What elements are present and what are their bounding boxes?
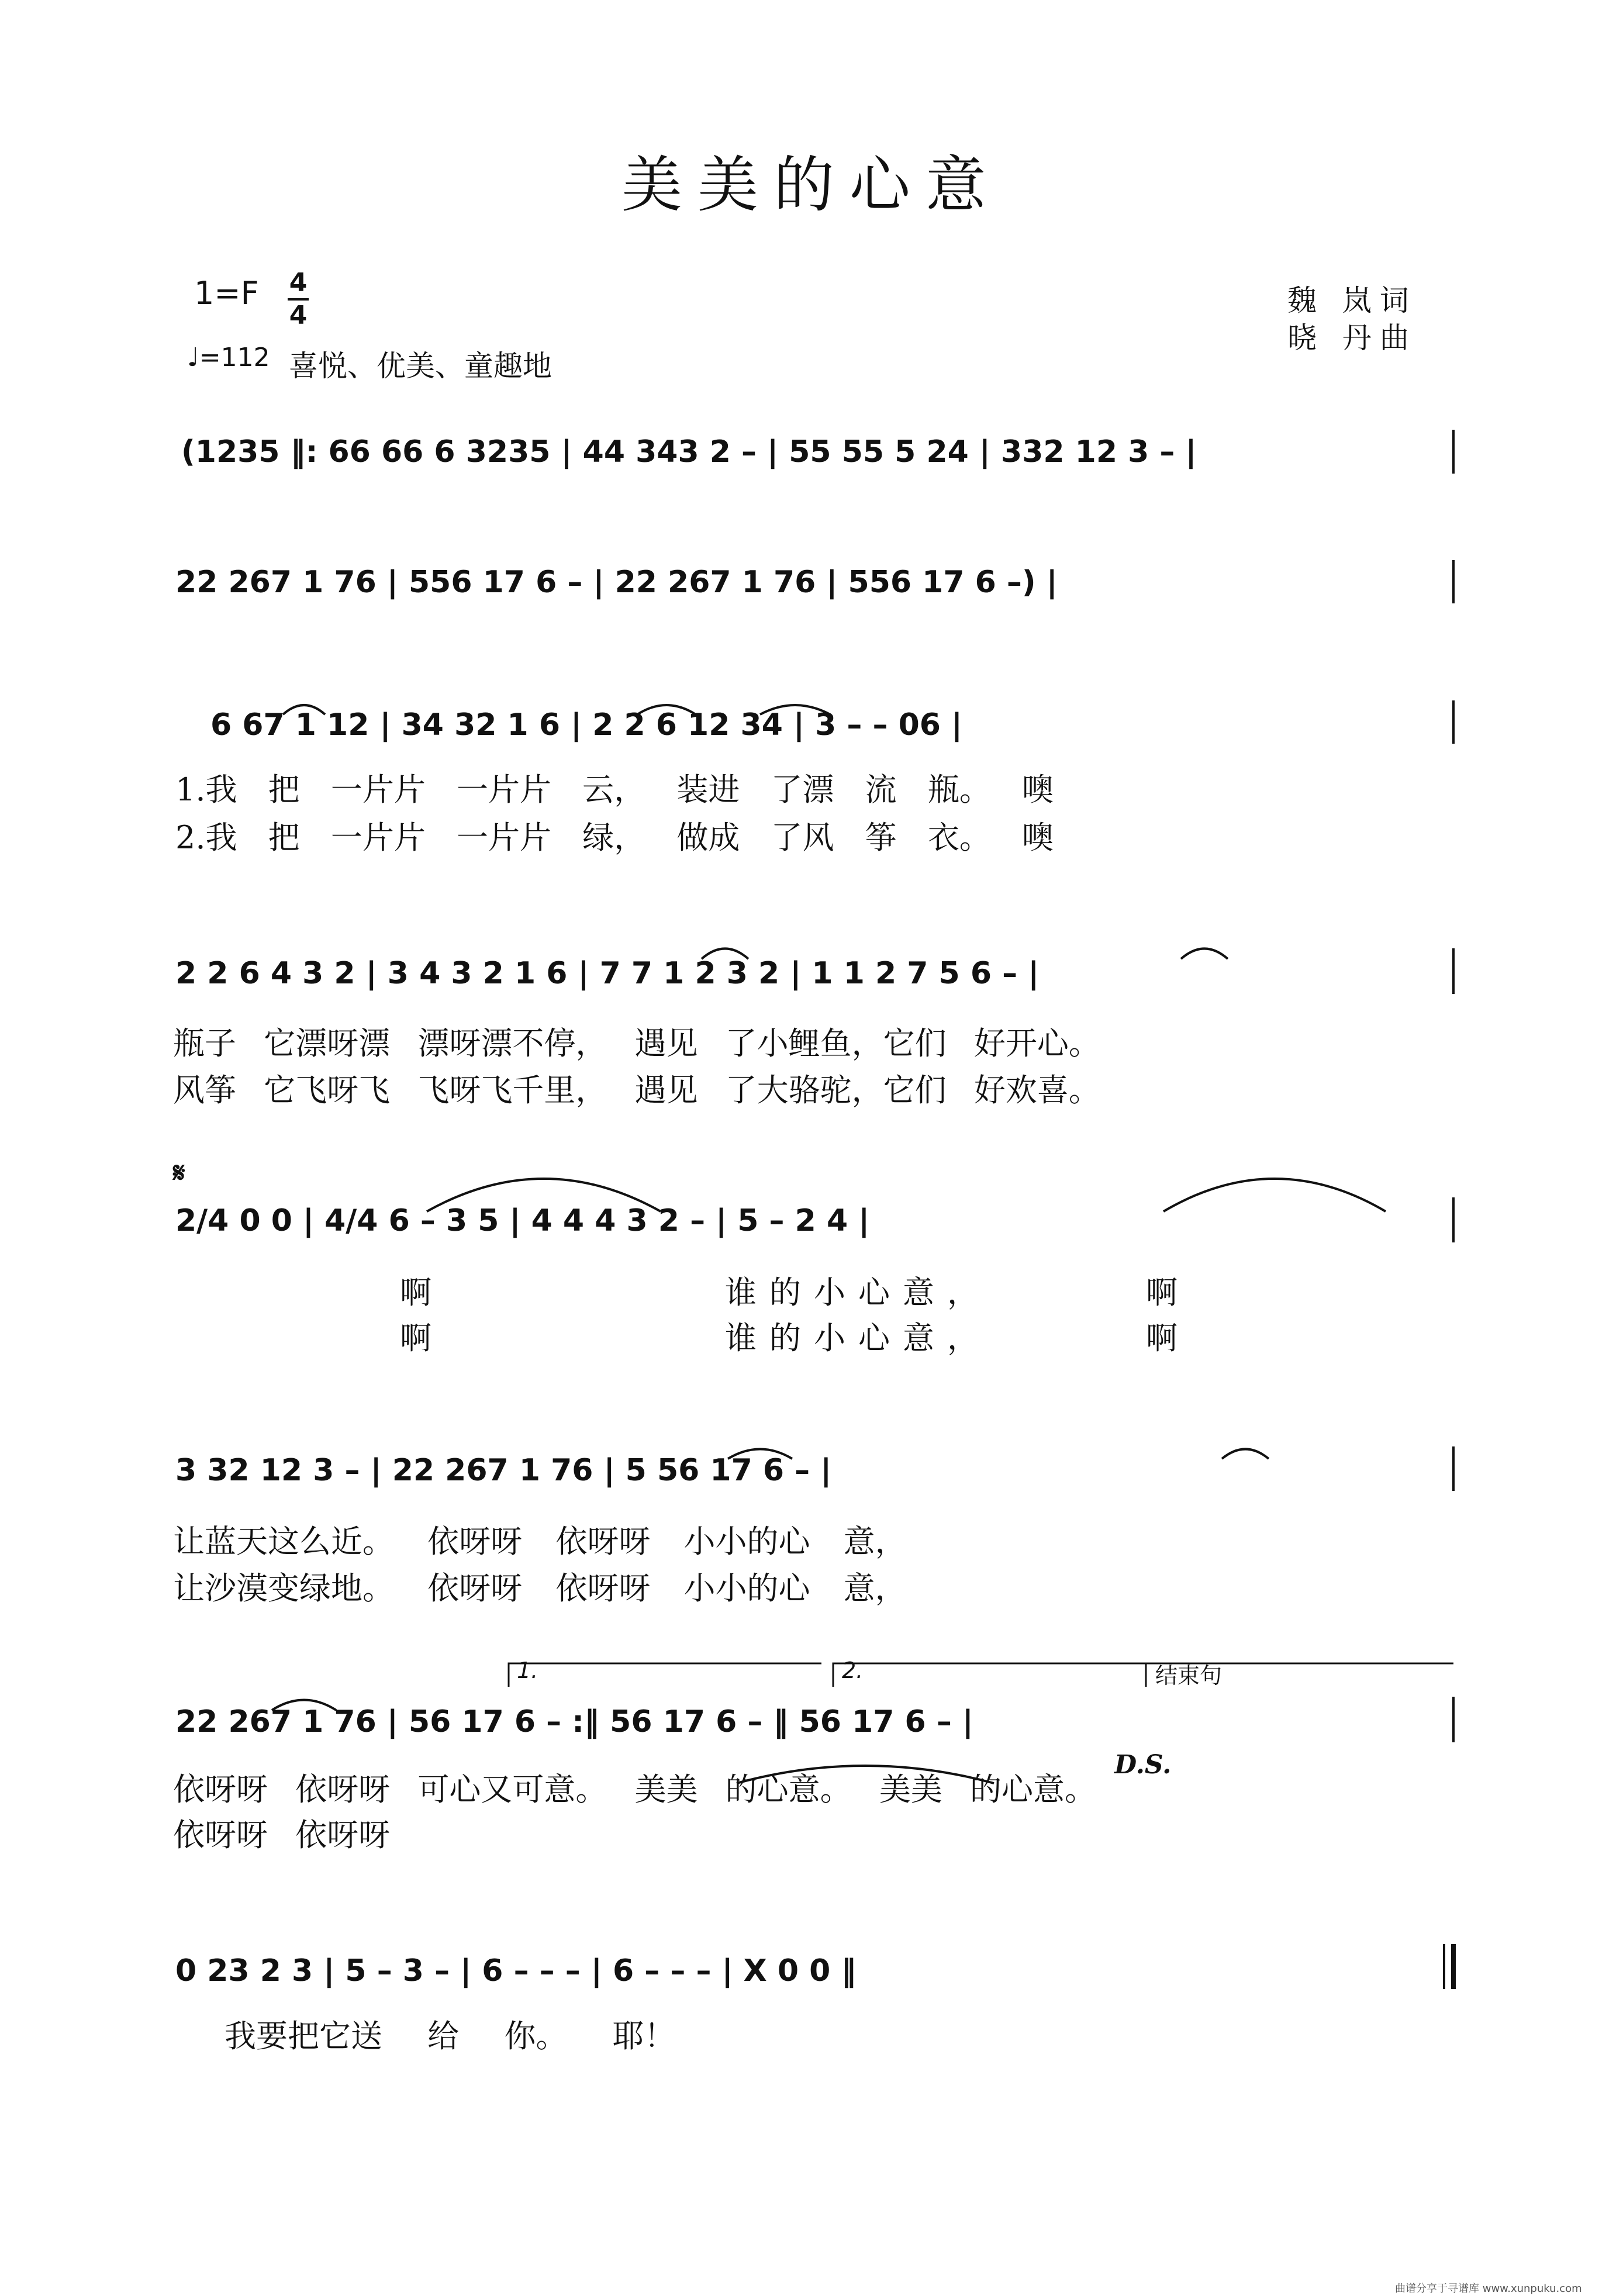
row6-lyrics-verse1: 让蓝天这么近。 依呀呀 依呀呀 小小的心 意， [173,1523,907,1560]
row5-notes: 2/4 0 0 | 4/4 6 – 3 5 | 4 4 4 3 2 – | 5 – 2 4 | [175,1203,870,1238]
tempo-mark: ♩=112 [187,343,270,372]
slur [1181,949,1228,959]
slur [1163,1179,1386,1211]
row4-notes: 2 2 6 4 3 2 | 3 4 3 2 1 6 | 7 7 1 2 3 2 | 1 1 2 7 5 6 – | [175,956,1040,991]
row5-lyric: 谁的小心意， [725,1320,992,1356]
row7-lyrics-verse2: 依呀呀 依呀呀 [173,1817,391,1853]
row6-notes: 3 32 12 3 – | 22 267 1 76 | 5 56 17 6 – | [175,1453,832,1488]
row5-lyric: 啊 [1146,1274,1177,1311]
volta-1-label: 1. [517,1658,538,1683]
row5-lyric: 啊 [400,1320,431,1356]
lyricist-credit: 魏 岚词 [1287,284,1417,317]
row4-lyrics-verse2: 风筝 它飞呀飞 飞呀飞千里， 遇见 了大骆驼，它们 好欢喜。 [173,1072,1100,1109]
row3-notes: 6 67 1 12 | 34 32 1 6 | 2 2 6 12 34 | 3 – – 06 | [210,707,963,743]
row8-notes: 0 23 2 3 | 5 – 3 – | 6 – – – | 6 – – – | X 0 0 ‖ [175,1953,857,1988]
row5-lyric: 谁的小心意， [725,1274,992,1311]
segno-mark: 𝄋 [173,1156,185,1189]
row5-lyric: 啊 [400,1274,431,1311]
composer-credit: 晓 丹曲 [1287,321,1417,355]
footer-watermark: 曲谱分享于寻谱库 www.xunpuku.com [1395,2283,1582,2295]
time-signature: 4 4 [288,270,309,329]
row5-lyric: 啊 [1146,1320,1177,1356]
row8-lyrics: 我要把它送 给 你。 耶！ [225,2018,676,2055]
volta-2-label: 2. [842,1658,864,1683]
volta-1-bracket [509,1663,821,1687]
ending-label: 结束句 [1155,1663,1223,1689]
row7-lyrics-verse1: 依呀呀 依呀呀 可心又可意。 美美 的心意。 美美 的心意。 [173,1771,1096,1808]
slur [1222,1449,1269,1459]
row1-notes: (1235 ‖: 66 66 6 3235 | 44 343 2 – | 55 55 5 24 | 332 12 3 – | [181,434,1197,469]
row2-notes: 22 267 1 76 | 556 17 6 – | 22 267 1 76 | 556 17 6 –) | [175,565,1058,600]
ds-mark: D.S. [1114,1750,1172,1780]
volta-2-bracket [833,1663,1146,1687]
row3-lyrics-verse1: 1.我 把 一片片 一片片 云， 装进 了漂 流 瓶。 噢 [175,771,1054,808]
row6-lyrics-verse2: 让沙漠变绿地。 依呀呀 依呀呀 小小的心 意， [173,1570,907,1607]
page-title: 美美的心意 [621,149,1002,220]
expression-mark: 喜悦、优美、童趣地 [289,349,552,383]
row3-lyrics-verse2: 2.我 把 一片片 一片片 绿， 做成 了风 筝 衣。 噢 [175,819,1054,856]
row7-notes: 22 267 1 76 | 56 17 6 – :‖ 56 17 6 – ‖ 56 17 6 – | [175,1704,973,1739]
key-signature: 1=F [194,275,259,312]
row4-lyrics-verse1: 瓶子 它漂呀漂 漂呀漂不停， 遇见 了小鲤鱼，它们 好开心。 [173,1025,1100,1062]
